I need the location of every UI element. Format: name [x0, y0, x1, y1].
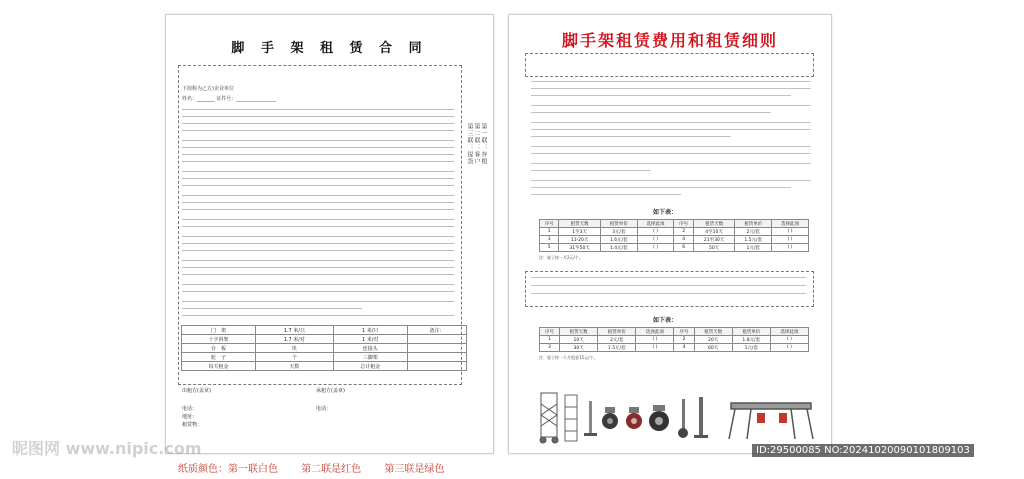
- price-table-1: [539, 219, 809, 252]
- scaffold-parts-illustration: [539, 389, 819, 445]
- rental-table: [181, 325, 467, 371]
- caster-wheel-large-icon: [649, 405, 669, 431]
- table-row: 5 31至50天 1.4元/套 ( ) 6 50天 1元/套 ( ): [540, 244, 809, 252]
- table2-note: 注：轮子按一个月租金15元/个。: [539, 355, 598, 360]
- contact-address: 地址：: [182, 414, 198, 420]
- lessee-seal: 承租方(盖章): [316, 388, 345, 394]
- footer-copy-3: 第三联是绿色: [384, 464, 445, 475]
- rental-rules-sheet: [508, 14, 832, 454]
- rules-header-box: [525, 53, 814, 77]
- caster-wheel-icon: [602, 407, 618, 429]
- scaffold-frame-icon: [540, 393, 558, 443]
- screw-jack-icon: [584, 401, 597, 436]
- paper-color-note: [178, 460, 464, 475]
- table-row: 1 1至3天 3元/套 ( ) 2 4至10天 2元/套 ( ): [540, 228, 809, 236]
- stand-leg-icon: [694, 397, 708, 438]
- table-row: 台 板 块 连接头: [182, 344, 467, 353]
- lessor-seal: 出租方(盖章): [182, 388, 211, 394]
- table2-caption: 如下表：: [653, 317, 678, 324]
- contract-sheet: [165, 14, 494, 454]
- work-platform-icon: [729, 403, 813, 439]
- image-id-label: ID:29500085 NO:20241020090101809103: [752, 444, 974, 457]
- footer-copy-2: 第二联是红色: [301, 464, 362, 475]
- table-row: 十字斜架 1.7 米/对 1 米/对: [182, 335, 467, 344]
- table-row: 3 30天 1.5元/套 ( ) 4 60天 1元/套 ( ): [540, 344, 809, 352]
- copy-tabs: [466, 123, 487, 171]
- lessee-phone: 电话：: [316, 406, 332, 412]
- table-header: 序号 租赁天数 租赁单价 选择此项 序号 租赁天数 租赁单价 选择此项: [540, 220, 809, 228]
- table-row: 1 10天 2元/套 ( ) 2 20天 1.8元/套 ( ): [540, 336, 809, 344]
- contact-items: 租赁物：: [182, 422, 203, 428]
- party-line-2: 姓名：_______ 证件号：________________: [182, 96, 277, 102]
- rules-title: 脚手架租赁费用和租赁细则: [561, 31, 778, 50]
- table-row: 门 架 1.7 米/只 1 米/只 备注：: [182, 326, 467, 335]
- contact-phone: 电话：: [182, 406, 198, 412]
- frame-ladder-icon: [565, 395, 577, 441]
- adjustable-base-icon: [678, 399, 688, 438]
- footer-copy-1: 纸质颜色：第一联白色: [178, 464, 278, 475]
- contract-title: 脚 手 架 租 赁 合 同: [231, 41, 428, 56]
- table1-note: 注：轮子按一月2元/个。: [539, 255, 583, 260]
- site-watermark: 昵图网 www.nipic.com: [12, 439, 202, 458]
- table-row: 轮 子 个 三脚架: [182, 353, 467, 362]
- party-line-1: 下简称为乙方)企业单位: [182, 86, 234, 92]
- copy-tab: 第一联：存根: [480, 123, 487, 165]
- table1-caption: 如下表：: [653, 209, 678, 216]
- copy-tab: 第三联：提货: [466, 123, 473, 165]
- caster-wheel-red-icon: [626, 407, 642, 429]
- table-row: 3 11-20天 1.6元/套 ( ) 4 21至30天 1.5元/套 ( ): [540, 236, 809, 244]
- price-table-2: [539, 327, 809, 352]
- table-row: 每天租金 天数 总计租金: [182, 362, 467, 371]
- copy-tab: 第二联：客户: [473, 123, 480, 165]
- table-header: 序号 租赁天数 租赁单价 选择此项 序号 租赁天数 租赁单价 选择此项: [540, 328, 809, 336]
